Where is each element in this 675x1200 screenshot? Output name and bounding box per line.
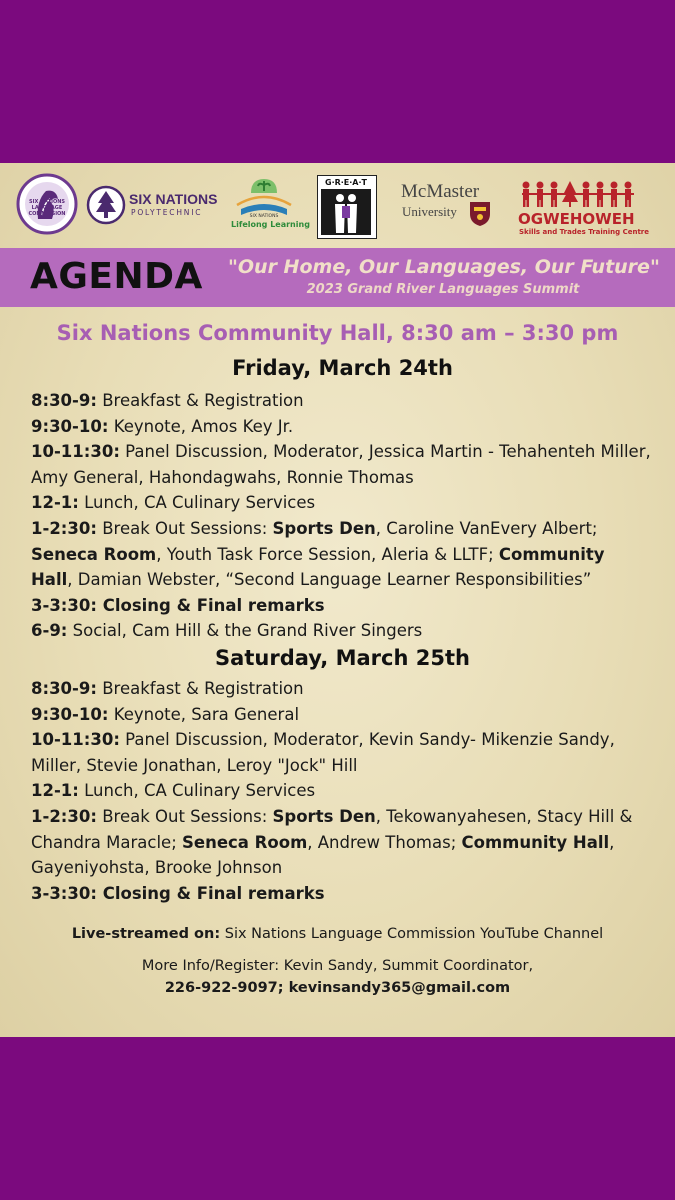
schedule-item: 3-3:30: Closing & Final remarks bbox=[31, 883, 325, 903]
schedule-item: 8:30-9: Breakfast & Registration bbox=[31, 679, 304, 698]
agenda-flyer bbox=[0, 163, 675, 1037]
saturday-schedule bbox=[31, 676, 651, 906]
lifelong-line2: Lifelong Learning bbox=[231, 220, 310, 229]
schedule-item: 1-2:30: Break Out Sessions: Sports Den, Caroline VanEvery Albert; Seneca Room, Youth Task Force Session, Aleria & LLTF; Community Hall, Damian Webster, “Second Language Learner Responsibilities” bbox=[31, 518, 605, 590]
ogwehoweh-line2: Skills and Trades Training Centre bbox=[519, 228, 650, 236]
more-info-line: More Info/Register: Kevin Sandy, Summit Coordinator, bbox=[141, 958, 534, 974]
language-commission-logo bbox=[16, 171, 78, 241]
venue-and-hours: Six Nations Community Hall, 8:30 am – 3:30 pm bbox=[56, 321, 619, 345]
polytechnic-logo bbox=[86, 171, 222, 241]
language-commission-label: SIX NATIONS LANGUAGE COMMISSION bbox=[28, 199, 66, 217]
summit-theme: "Our Home, Our Languages, Our Future" bbox=[228, 256, 660, 278]
schedule-item: 3-3:30: Closing & Final remarks bbox=[31, 595, 325, 615]
schedule-item: 9:30-10: Keynote, Amos Key Jr. bbox=[31, 416, 294, 436]
schedule-item: 10-11:30: Panel Discussion, Moderator, Kevin Sandy- Mikenzie Sandy, Miller, Stevie Jonathan, Leroy "Jock" Hill bbox=[31, 730, 615, 775]
polytechnic-line2: POLYTECHNIC bbox=[131, 208, 203, 217]
livestream-note: Live-streamed on: Six Nations Language Commission YouTube Channel bbox=[71, 926, 604, 942]
lifelong-line1: SIX NATIONS bbox=[249, 214, 279, 219]
mcmaster-line2: University bbox=[402, 204, 457, 219]
ogwehoweh-logo bbox=[515, 171, 650, 241]
friday-schedule bbox=[31, 388, 651, 644]
sponsor-logos-row bbox=[0, 163, 675, 247]
polytechnic-line1: SIX NATIONS bbox=[129, 191, 218, 207]
top-purple-band bbox=[0, 0, 675, 163]
bottom-purple-band bbox=[0, 1037, 675, 1200]
mcmaster-logo bbox=[398, 171, 498, 241]
schedule-item: 1-2:30: Break Out Sessions: Sports Den, Tekowanyahesen, Stacy Hill & Chandra Maracle; Seneca Room, Andrew Thomas; Community Hall, Gayeniyohsta, Brooke Johnson bbox=[31, 806, 633, 878]
friday-heading: Friday, March 24th bbox=[232, 356, 453, 380]
great-logo bbox=[317, 171, 375, 241]
saturday-heading: Saturday, March 25th bbox=[215, 646, 470, 670]
mcmaster-line1: McMaster bbox=[401, 181, 480, 202]
ogwehoweh-line1: OGWEHOWEH bbox=[518, 210, 635, 228]
schedule-item: 12-1: Lunch, CA Culinary Services bbox=[31, 493, 316, 513]
contact-info: 226-922-9097; kevinsandy365@gmail.com bbox=[164, 980, 511, 996]
schedule-item: 8:30-9: Breakfast & Registration bbox=[31, 391, 304, 410]
schedule-item: 10-11:30: Panel Discussion, Moderator, Jessica Martin - Tehahenteh Miller, Amy General, Hahondagwahs, Ronnie Thomas bbox=[31, 442, 651, 487]
schedule-item: 6-9: Social, Cam Hill & the Grand River Singers bbox=[31, 621, 423, 641]
great-label: G·R·E·A·T bbox=[325, 178, 367, 187]
agenda-title: AGENDA bbox=[30, 256, 203, 297]
schedule-item: 9:30-10: Keynote, Sara General bbox=[31, 704, 300, 724]
lifelong-learning-logo bbox=[231, 171, 310, 241]
schedule-item: 12-1: Lunch, CA Culinary Services bbox=[31, 781, 316, 801]
summit-name: 2023 Grand River Languages Summit bbox=[306, 282, 580, 297]
agenda-header-bar bbox=[0, 248, 675, 307]
